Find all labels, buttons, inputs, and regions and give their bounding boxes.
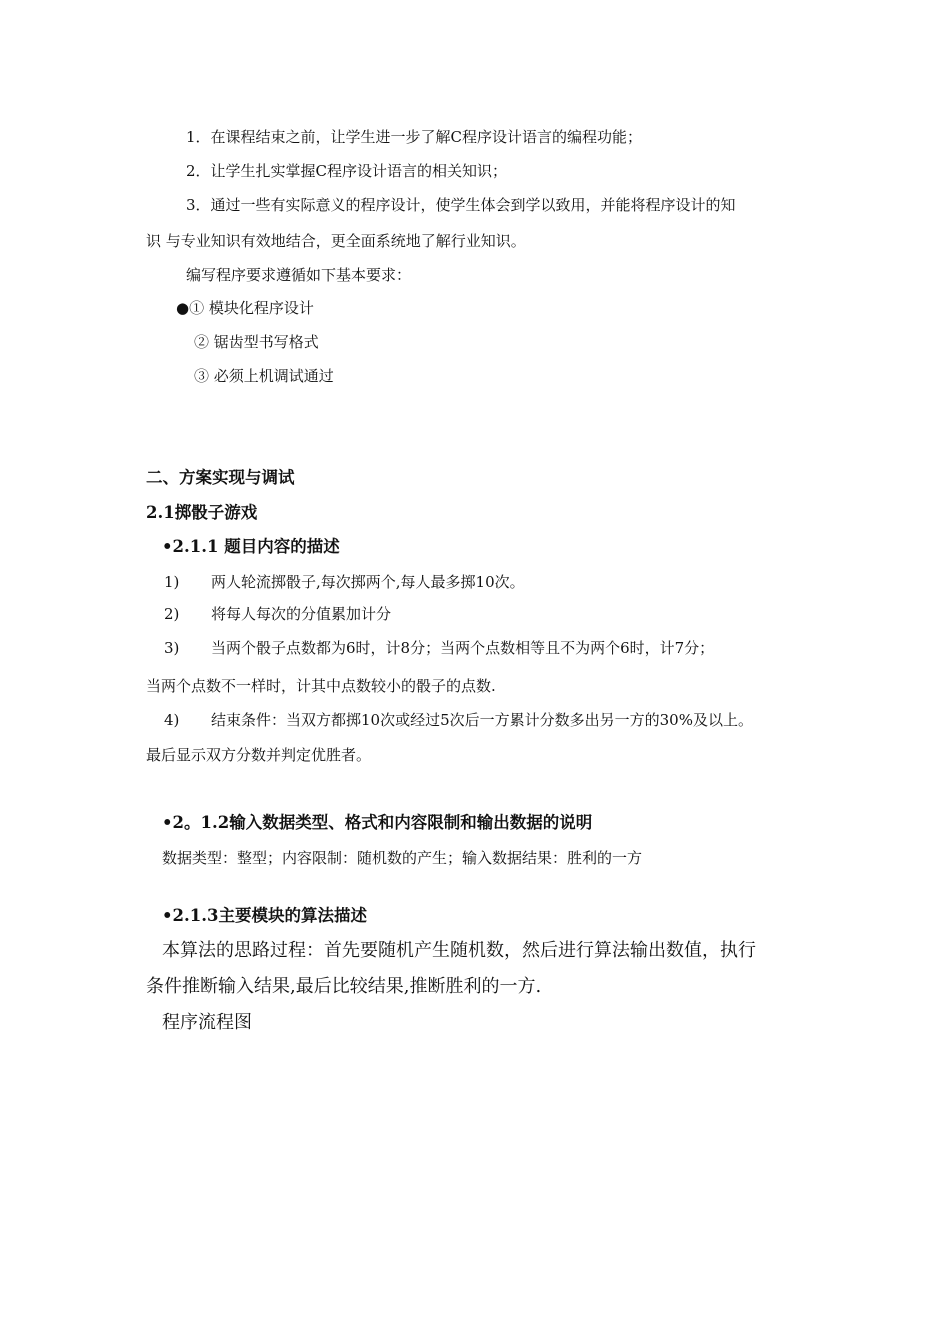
subsection-heading: 2.1掷骰子游戏	[146, 503, 258, 522]
requirement-item-2: ② 锯齿型书写格式	[194, 333, 319, 351]
requirement-item-1: ●① 模块化程序设计	[176, 299, 314, 317]
list-item-4-continued: 最后显示双方分数并判定优胜者。	[146, 746, 372, 764]
list-item-text: 结束条件：当双方都掷10次或经过5次后一方累计分数多出另一方的30%及以上。	[211, 711, 753, 729]
goal-item-1: 1．在课程结束之前，让学生进一步了解C程序设计语言的编程功能；	[186, 128, 643, 146]
goal-item-3-continued: 识 与专业知识有效地结合，更全面系统地了解行业知识。	[146, 232, 526, 250]
list-item-3-continued: 当两个点数不一样时，计其中点数较小的骰子的点数.	[146, 677, 496, 695]
heading-2-1-3: •2.1.3主要模块的算法描述	[162, 906, 367, 925]
list-item-text: 两人轮流掷骰子,每次掷两个,每人最多掷10次。	[211, 573, 525, 591]
heading-2-1-1: •2.1.1 题目内容的描述	[162, 537, 340, 556]
section-heading: 二、方案实现与调试	[146, 468, 295, 487]
requirements-intro: 编写程序要求遵循如下基本要求：	[186, 266, 412, 284]
list-item-text: 将每人每次的分值累加计分	[211, 605, 392, 623]
list-item-number: 2)	[164, 605, 180, 623]
list-item-number: 3)	[164, 639, 180, 657]
algorithm-paragraph-line-1: 本算法的思路过程：首先要随机产生随机数，然后进行算法输出数值，执行	[162, 940, 756, 961]
requirement-item-3: ③ 必须上机调试通过	[194, 367, 334, 385]
list-item-number: 1)	[164, 573, 180, 591]
list-item-number: 4)	[164, 711, 180, 729]
algorithm-paragraph-line-2: 条件推断输入结果,最后比较结果,推断胜利的一方.	[146, 976, 542, 997]
goal-item-3: 3．通过一些有实际意义的程序设计，使学生体会到学以致用，并能将程序设计的知	[186, 196, 736, 214]
list-item-text: 当两个骰子点数都为6时，计8分；当两个点数相等且不为两个6时，计7分；	[211, 639, 715, 657]
data-type-description: 数据类型：整型；内容限制：随机数的产生；输入数据结果：胜利的一方	[162, 849, 643, 867]
goal-item-2: 2．让学生扎实掌握C程序设计语言的相关知识；	[186, 162, 508, 180]
heading-2-1-2: •2。1.2输入数据类型、格式和内容限制和输出数据的说明	[162, 813, 593, 832]
flowchart-label: 程序流程图	[162, 1012, 252, 1033]
